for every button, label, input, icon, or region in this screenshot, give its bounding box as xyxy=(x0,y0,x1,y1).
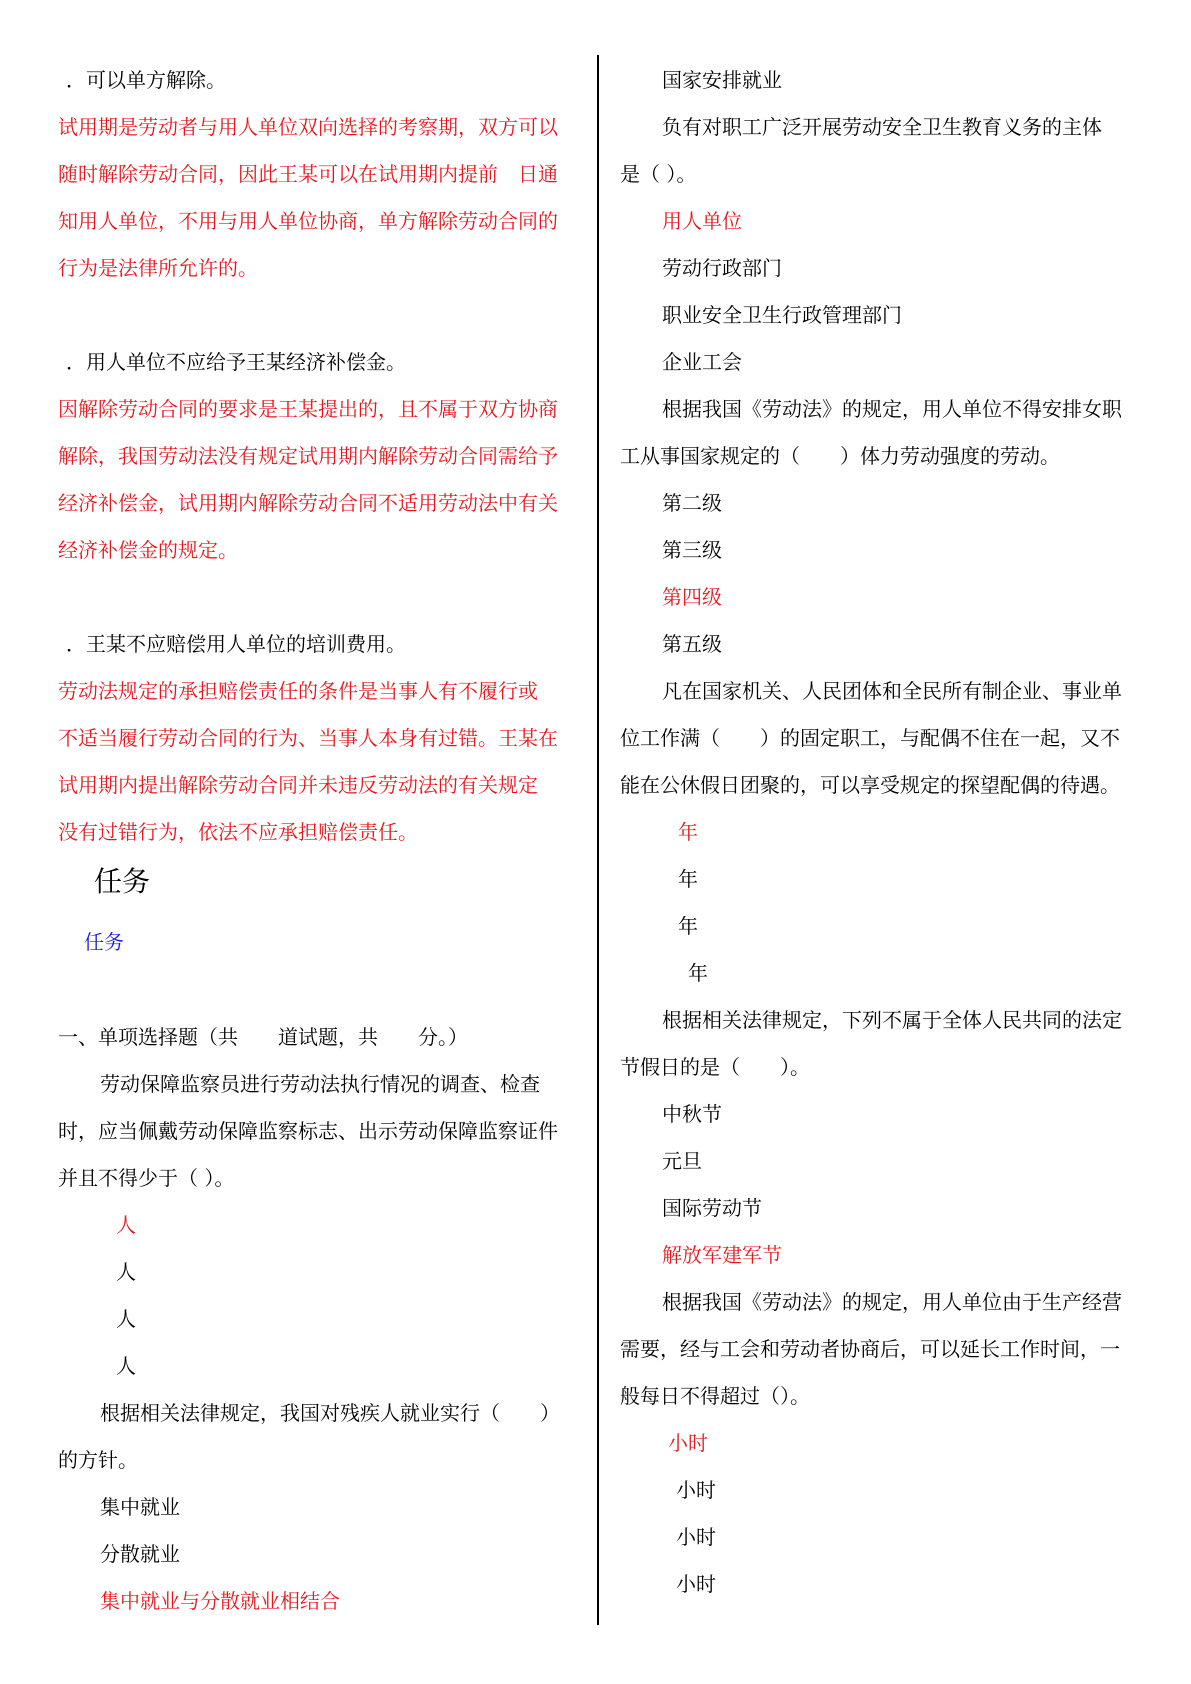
q2-option-b: 分散就业 xyxy=(100,1542,180,1566)
explanation-c-line: 劳动法规定的承担赔偿责任的条件是当事人有不履行或 xyxy=(58,679,538,703)
q1-option-d: 人 xyxy=(116,1354,136,1378)
q3-option-c: 职业安全卫生行政管理部门 xyxy=(662,303,902,327)
explanation-c-line: 试用期内提出解除劳动合同并未违反劳动法的有关规定 xyxy=(58,773,538,797)
explanation-c-line: 不适当履行劳动合同的行为、当事人本身有过错。王某在 xyxy=(58,726,558,750)
question-5-line: 位工作满（ ）的固定职工，与配偶不住在一起，又不 xyxy=(620,726,1120,750)
section-title: 一、单项选择题（共 道试题，共 分。） xyxy=(58,1025,468,1049)
explanation-b-line: 经济补偿金，试用期内解除劳动合同不适用劳动法中有关 xyxy=(58,491,558,515)
q4-option-a: 第二级 xyxy=(662,491,722,515)
question-6-line: 根据相关法律规定，下列不属于全体人民共同的法定 xyxy=(662,1008,1122,1032)
explanation-b-line: 经济补偿金的规定。 xyxy=(58,538,238,562)
q5-option-d: 年 xyxy=(688,961,708,985)
q1-option-c: 人 xyxy=(116,1307,136,1331)
question-3-line: 是（ ）。 xyxy=(620,162,697,186)
explanation-a-line: 随时解除劳动合同，因此王某可以在试用期内提前 日通 xyxy=(58,162,558,186)
q2-option-c-correct: 集中就业与分散就业相结合 xyxy=(100,1589,340,1613)
q6-option-b: 元旦 xyxy=(662,1149,702,1173)
task-subheading: 任务 xyxy=(84,930,124,954)
question-1-line: 劳动保障监察员进行劳动法执行情况的调查、检查 xyxy=(100,1072,540,1096)
q6-option-c: 国际劳动节 xyxy=(662,1196,762,1220)
explanation-c-line: 没有过错行为，依法不应承担赔偿责任。 xyxy=(58,820,418,844)
q7-option-c: 小时 xyxy=(676,1525,716,1549)
question-7-line: 般每日不得超过（）。 xyxy=(620,1384,810,1408)
explanation-b-line: 解除，我国劳动法没有规定试用期内解除劳动合同需给予 xyxy=(58,444,558,468)
q2-option-d: 国家安排就业 xyxy=(662,68,782,92)
column-divider xyxy=(597,55,599,1625)
question-1-line: 并且不得少于（ ）。 xyxy=(58,1166,235,1190)
q4-option-c-correct: 第四级 xyxy=(662,585,722,609)
q5-option-b: 年 xyxy=(678,867,698,891)
q5-option-a-correct: 年 xyxy=(678,820,698,844)
q2-option-a: 集中就业 xyxy=(100,1495,180,1519)
q6-option-a: 中秋节 xyxy=(662,1102,722,1126)
explanation-a-line: 知用人单位，不用与用人单位协商，单方解除劳动合同的 xyxy=(58,209,558,233)
option-b: ．用人单位不应给予王某经济补偿金。 xyxy=(66,350,406,374)
question-5-line: 能在公休假日团聚的，可以享受规定的探望配偶的待遇。 xyxy=(620,773,1120,797)
question-4-line: 根据我国《劳动法》的规定，用人单位不得安排女职 xyxy=(662,397,1122,421)
question-1-line: 时，应当佩戴劳动保障监察标志、出示劳动保障监察证件 xyxy=(58,1119,558,1143)
question-2-line: 的方针。 xyxy=(58,1448,138,1472)
q5-option-c: 年 xyxy=(678,914,698,938)
question-3-line: 负有对职工广泛开展劳动安全卫生教育义务的主体 xyxy=(662,115,1102,139)
task-heading: 任务 xyxy=(94,865,151,898)
question-4-line: 工从事国家规定的（ ）体力劳动强度的劳动。 xyxy=(620,444,1060,468)
q3-option-a-correct: 用人单位 xyxy=(662,209,742,233)
q3-option-d: 企业工会 xyxy=(662,350,742,374)
q7-option-a-correct: 小时 xyxy=(668,1431,708,1455)
q7-option-d: 小时 xyxy=(676,1572,716,1596)
question-5-line: 凡在国家机关、人民团体和全民所有制企业、事业单 xyxy=(662,679,1122,703)
q6-option-d-correct: 解放军建军节 xyxy=(662,1243,782,1267)
explanation-a-line: 行为是法律所允许的。 xyxy=(58,256,258,280)
q1-option-a-correct: 人 xyxy=(116,1213,136,1237)
q4-option-d: 第五级 xyxy=(662,632,722,656)
question-7-line: 根据我国《劳动法》的规定，用人单位由于生产经营 xyxy=(662,1290,1122,1314)
q4-option-b: 第三级 xyxy=(662,538,722,562)
option-a: ．可以单方解除。 xyxy=(66,68,226,92)
explanation-b-line: 因解除劳动合同的要求是王某提出的，且不属于双方协商 xyxy=(58,397,558,421)
question-7-line: 需要，经与工会和劳动者协商后，可以延长工作时间，一 xyxy=(620,1337,1120,1361)
q7-option-b: 小时 xyxy=(676,1478,716,1502)
option-c: ．王某不应赔偿用人单位的培训费用。 xyxy=(66,632,406,656)
question-6-line: 节假日的是（ ）。 xyxy=(620,1055,810,1079)
q1-option-b: 人 xyxy=(116,1260,136,1284)
question-2-line: 根据相关法律规定，我国对残疾人就业实行（ ） xyxy=(100,1401,560,1425)
q3-option-b: 劳动行政部门 xyxy=(662,256,782,280)
explanation-a-line: 试用期是劳动者与用人单位双向选择的考察期，双方可以 xyxy=(58,115,558,139)
